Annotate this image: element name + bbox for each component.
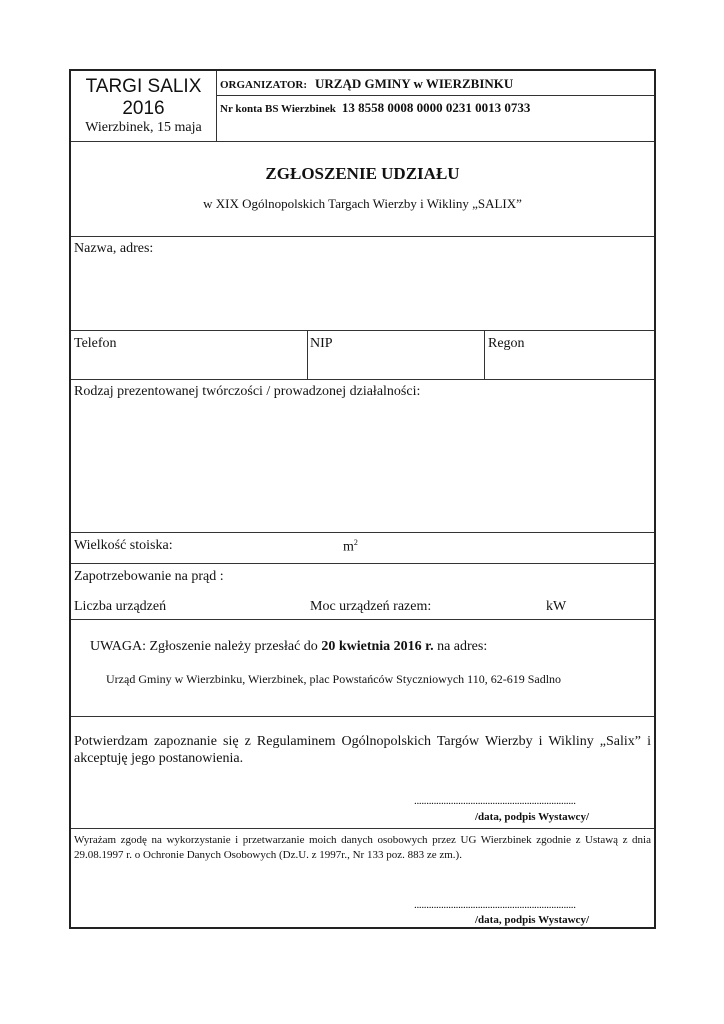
notice-deadline: 20 kwietnia 2016 r. <box>321 639 434 654</box>
stand-size-label: Wielkość stoiska: <box>74 538 173 553</box>
notice-prefix: UWAGA: Zgłoszenie należy przesłać do <box>90 639 322 654</box>
event-place-date: Wierzbinek, 15 maja <box>85 120 202 135</box>
activity-label: Rodzaj prezentowanej twórczości / prowadzonej działalności: <box>74 384 421 399</box>
application-form <box>69 69 656 929</box>
organizer-line <box>220 75 513 93</box>
rule-below-notice <box>71 716 654 717</box>
device-count-label: Liczba urządzeń <box>74 599 167 614</box>
stand-unit-base: m <box>343 539 354 555</box>
power-needs-label: Zapotrzebowanie na prąd : <box>74 569 224 584</box>
activity-field[interactable] <box>71 404 654 530</box>
confirmation-text: Potwierdzam zapoznanie się z Regulaminem Ogólnopolskich Targów Wierzby i Wikliny „Salix” i akceptuję jego postanowienia. <box>74 734 651 766</box>
stand-unit <box>343 538 358 556</box>
rule-below-stand <box>71 563 654 564</box>
form-title: ZGŁOSZENIE UDZIAŁU <box>265 164 460 183</box>
nip-regon-divider <box>484 330 485 379</box>
deadline-notice <box>90 639 487 655</box>
account-line <box>220 99 530 117</box>
rule-below-name <box>71 330 654 331</box>
event-title-line2: 2016 <box>122 98 165 119</box>
consent-signature-label: /data, podpis Wystawcy/ <box>475 914 589 926</box>
account-label: Nr konta BS Wierzbinek <box>220 103 336 115</box>
rule-below-header <box>71 141 654 142</box>
header-divider-vertical <box>216 71 217 141</box>
account-number: 13 8558 0008 0000 0231 0013 0733 <box>341 100 531 115</box>
name-address-label: Nazwa, adres: <box>74 241 154 256</box>
regon-label: Regon <box>488 336 525 351</box>
consent-text: Wyrażam zgodę na wykorzystanie i przetwarzanie moich danych osobowych przez UG Wierzbinek zgodnie z Ustawą z dnia 29.08.1997 r. o Ochronie Danych Osobowych (Dz.U. z 1997r., Nr 133 poz. 883 ze zm.). <box>74 834 651 861</box>
organizer-label: ORGANIZATOR: <box>220 79 307 91</box>
phone-nip-divider <box>307 330 308 379</box>
organizer-name: URZĄD GMINY w WIERZBINKU <box>315 76 514 91</box>
event-title-block <box>71 71 216 141</box>
nip-label: NIP <box>310 336 333 351</box>
phone-label: Telefon <box>74 336 117 351</box>
notice-suffix: na adres: <box>433 639 488 654</box>
form-subtitle: w XIX Ogólnopolskich Targach Wierzby i Wikliny „SALIX” <box>203 196 522 211</box>
rule-below-power <box>71 619 654 620</box>
header-divider-horizontal <box>216 95 654 96</box>
notice-address: Urząd Gminy w Wierzbinku, Wierzbinek, plac Powstańców Styczniowych 110, 62-619 Sadlno <box>106 672 562 686</box>
confirmation-signature-label: /data, podpis Wystawcy/ <box>475 811 589 823</box>
event-title-line1: TARGI SALIX <box>85 76 202 97</box>
rule-below-title <box>71 236 654 237</box>
power-total-label: Moc urządzeń razem: <box>310 599 432 614</box>
stand-unit-exponent: 2 <box>353 538 358 547</box>
consent-signature-line[interactable]: .................................................................. <box>414 899 576 911</box>
confirmation-signature-line[interactable]: .................................................................. <box>414 795 576 807</box>
rule-below-activity <box>71 532 654 533</box>
power-unit: kW <box>546 599 567 614</box>
rule-below-contact <box>71 379 654 380</box>
name-address-field[interactable] <box>71 261 654 329</box>
rule-below-confirmation <box>71 828 654 829</box>
